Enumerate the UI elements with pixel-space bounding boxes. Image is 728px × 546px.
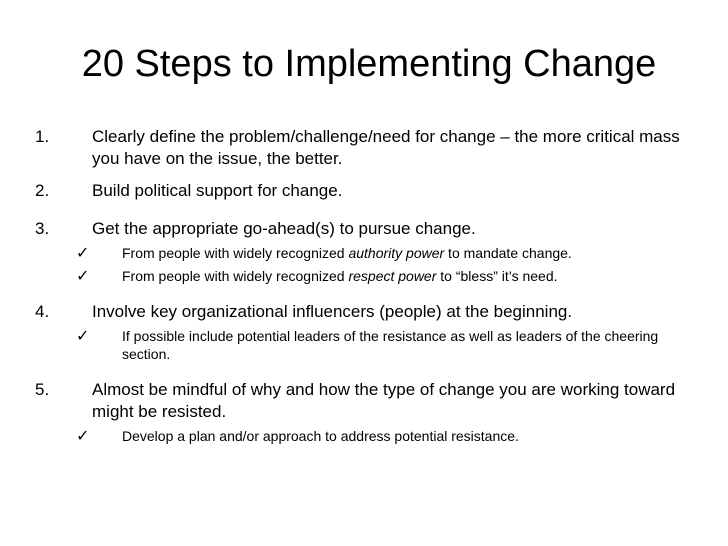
item-text: Involve key organizational influencers (people) at the beginning.: [92, 302, 573, 321]
checkmark-icon: ✓: [76, 266, 90, 285]
sub-list: [0, 327, 728, 363]
sub-item: [0, 327, 728, 363]
sub-text-after: to “bless” it’s need.: [436, 268, 558, 284]
item-number: 5.: [35, 380, 50, 399]
sub-text-before: From people with widely recognized: [122, 268, 349, 284]
sub-item: [0, 427, 728, 445]
sub-text-emphasis: respect power: [348, 268, 437, 284]
item-text: Clearly define the problem/challenge/need for change – the more critical mass you have on the issue, the better.: [92, 127, 680, 168]
list-item: [0, 301, 728, 363]
item-number: 4.: [35, 302, 50, 321]
sub-text-before: From people with widely recognized: [122, 245, 349, 261]
sub-text-after: to mandate change.: [444, 245, 572, 261]
item-text: Almost be mindful of why and how the type of change you are working toward might be resisted.: [92, 380, 676, 421]
step-list: [0, 126, 728, 455]
checkmark-icon: ✓: [76, 243, 90, 262]
list-item: [0, 218, 728, 285]
list-item: [0, 180, 728, 202]
sub-item-text: Develop a plan and/or approach to address potential resistance.: [122, 428, 519, 444]
sub-list: [0, 244, 728, 285]
list-item: [0, 379, 728, 445]
item-text: Build political support for change.: [92, 181, 343, 200]
checkmark-icon: ✓: [76, 426, 90, 445]
sub-item: [0, 244, 728, 262]
item-number: 2.: [35, 181, 50, 200]
item-text: Get the appropriate go-ahead(s) to pursue change.: [92, 219, 476, 238]
sub-item-text: [122, 244, 682, 262]
item-number: 1.: [35, 127, 50, 146]
slide-title: 20 Steps to Implementing Change: [81, 43, 657, 85]
sub-item-text: [122, 267, 682, 285]
list-item: [0, 126, 728, 170]
sub-text-emphasis: authority power: [348, 245, 445, 261]
checkmark-icon: ✓: [76, 326, 90, 345]
sub-list: [0, 427, 728, 445]
sub-item: [0, 267, 728, 285]
item-number: 3.: [35, 219, 50, 238]
sub-item-text: If possible include potential leaders of the resistance as well as leaders of the cheering section.: [122, 328, 659, 362]
